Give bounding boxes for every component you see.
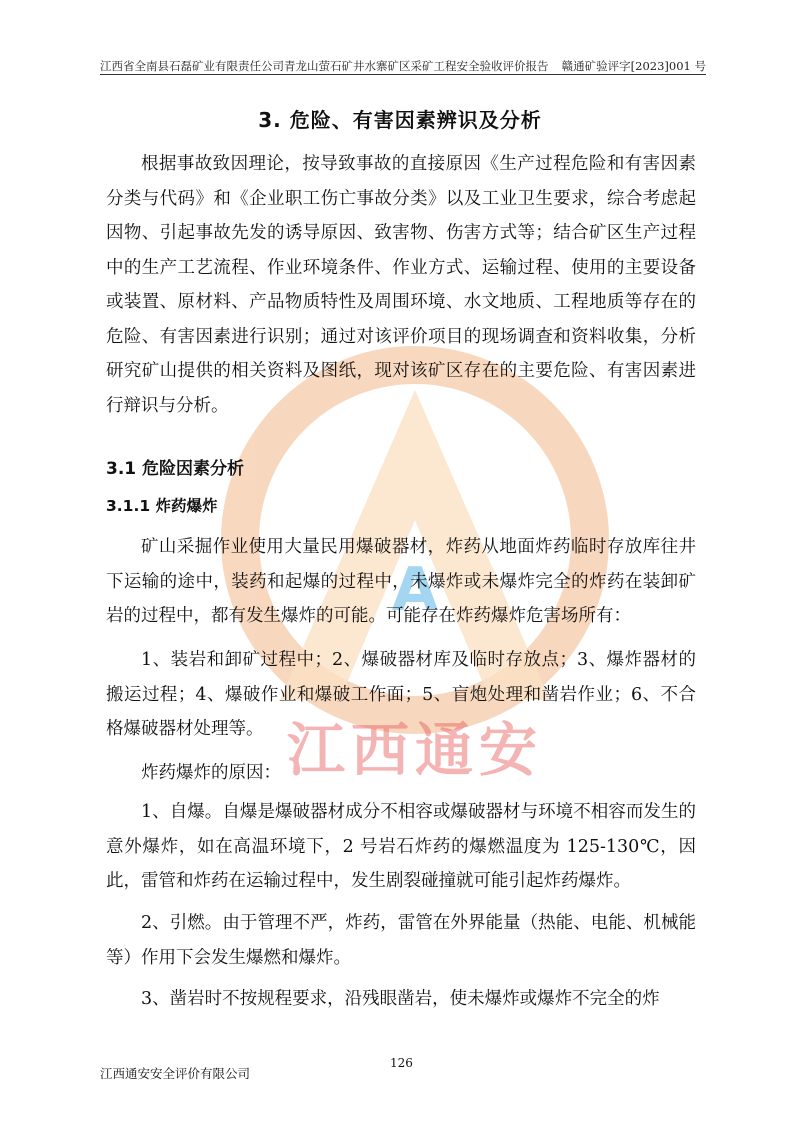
header-report-number: 赣通矿验评字[2023]001 号 [561, 59, 706, 73]
section-heading-3-1: 3.1 危险因素分析 [106, 459, 245, 479]
intro-paragraph: 根据事故致因理论，按导致事故的直接原因《生产过程危险和有害因素分类与代码》和《企业职工伤亡事故分类》以及工业卫生要求，综合考虑起因物、引起事故先发的诱导原因、致害物、伤害方式等；结合矿区生产过程中的生产工艺流程、作业环境条件、作业方式、运输过程、使用的主要设备或装置、原材料、产品物质特性及周围环境、水文地质、工程地质等存在的危险、有害因素进行识别；通过对该评价项目的现场调查和资料收集，分析研究矿山提供的相关资料及图纸，现对该矿区存在的主要危险、有害因素进行辩识与分析。 [106, 154, 696, 416]
header-report-title: 江西省全南县石磊矿业有限责任公司青龙山萤石矿井水寨矿区采矿工程安全验收评价报告 [100, 59, 549, 73]
explosion-causes-heading: 炸药爆炸的原因： [141, 763, 281, 783]
page-header [100, 52, 706, 74]
footer-company: 江西通安安全评价有限公司 [100, 1066, 251, 1081]
explosion-locations-paragraph: 1、装岩和卸矿过程中；2、爆破器材库及临时存放点；3、爆炸器材的搬运过程；4、爆破作业和爆破工作面；5、盲炮处理和凿岩作业；6、不合格爆破器材处理等。 [106, 650, 696, 739]
section-heading-3-1-1: 3.1.1 炸药爆炸 [106, 497, 218, 515]
cause-drilling-paragraph: 3、凿岩时不按规程要求，沿残眼凿岩，使未爆炸或爆炸不完全的炸 [141, 989, 660, 1009]
chapter-title: 3. 危险、有害因素辨识及分析 [258, 108, 542, 132]
cause-self-explosion-paragraph: 1、自爆。自爆是爆破器材成分不相容或爆破器材与环境不相容而发生的意外爆炸，如在高温环境下，2 号岩石炸药的爆燃温度为 125-130℃，因此，雷管和炸药在运输过程中，发生剧裂碰撞就可能引起炸药爆炸。 [106, 802, 696, 891]
cause-ignition-paragraph: 2、引燃。由于管理不严，炸药，雷管在外界能量（热能、电能、机械能等）作用下会发生爆燃和爆炸。 [106, 913, 696, 968]
watermark-logo-letter: A [391, 555, 439, 625]
page-number: 126 [390, 1056, 413, 1070]
explosion-paragraph: 矿山采掘作业使用大量民用爆破器材，炸药从地面炸药临时存放库往井下运输的途中，装药和起爆的过程中，未爆炸或未爆炸完全的炸药在装卸矿岩的过程中，都有发生爆炸的可能。可能存在炸药爆炸危害场所有： [106, 537, 696, 626]
watermark-text: 江西通安 [286, 716, 544, 784]
header-divider [100, 74, 706, 75]
